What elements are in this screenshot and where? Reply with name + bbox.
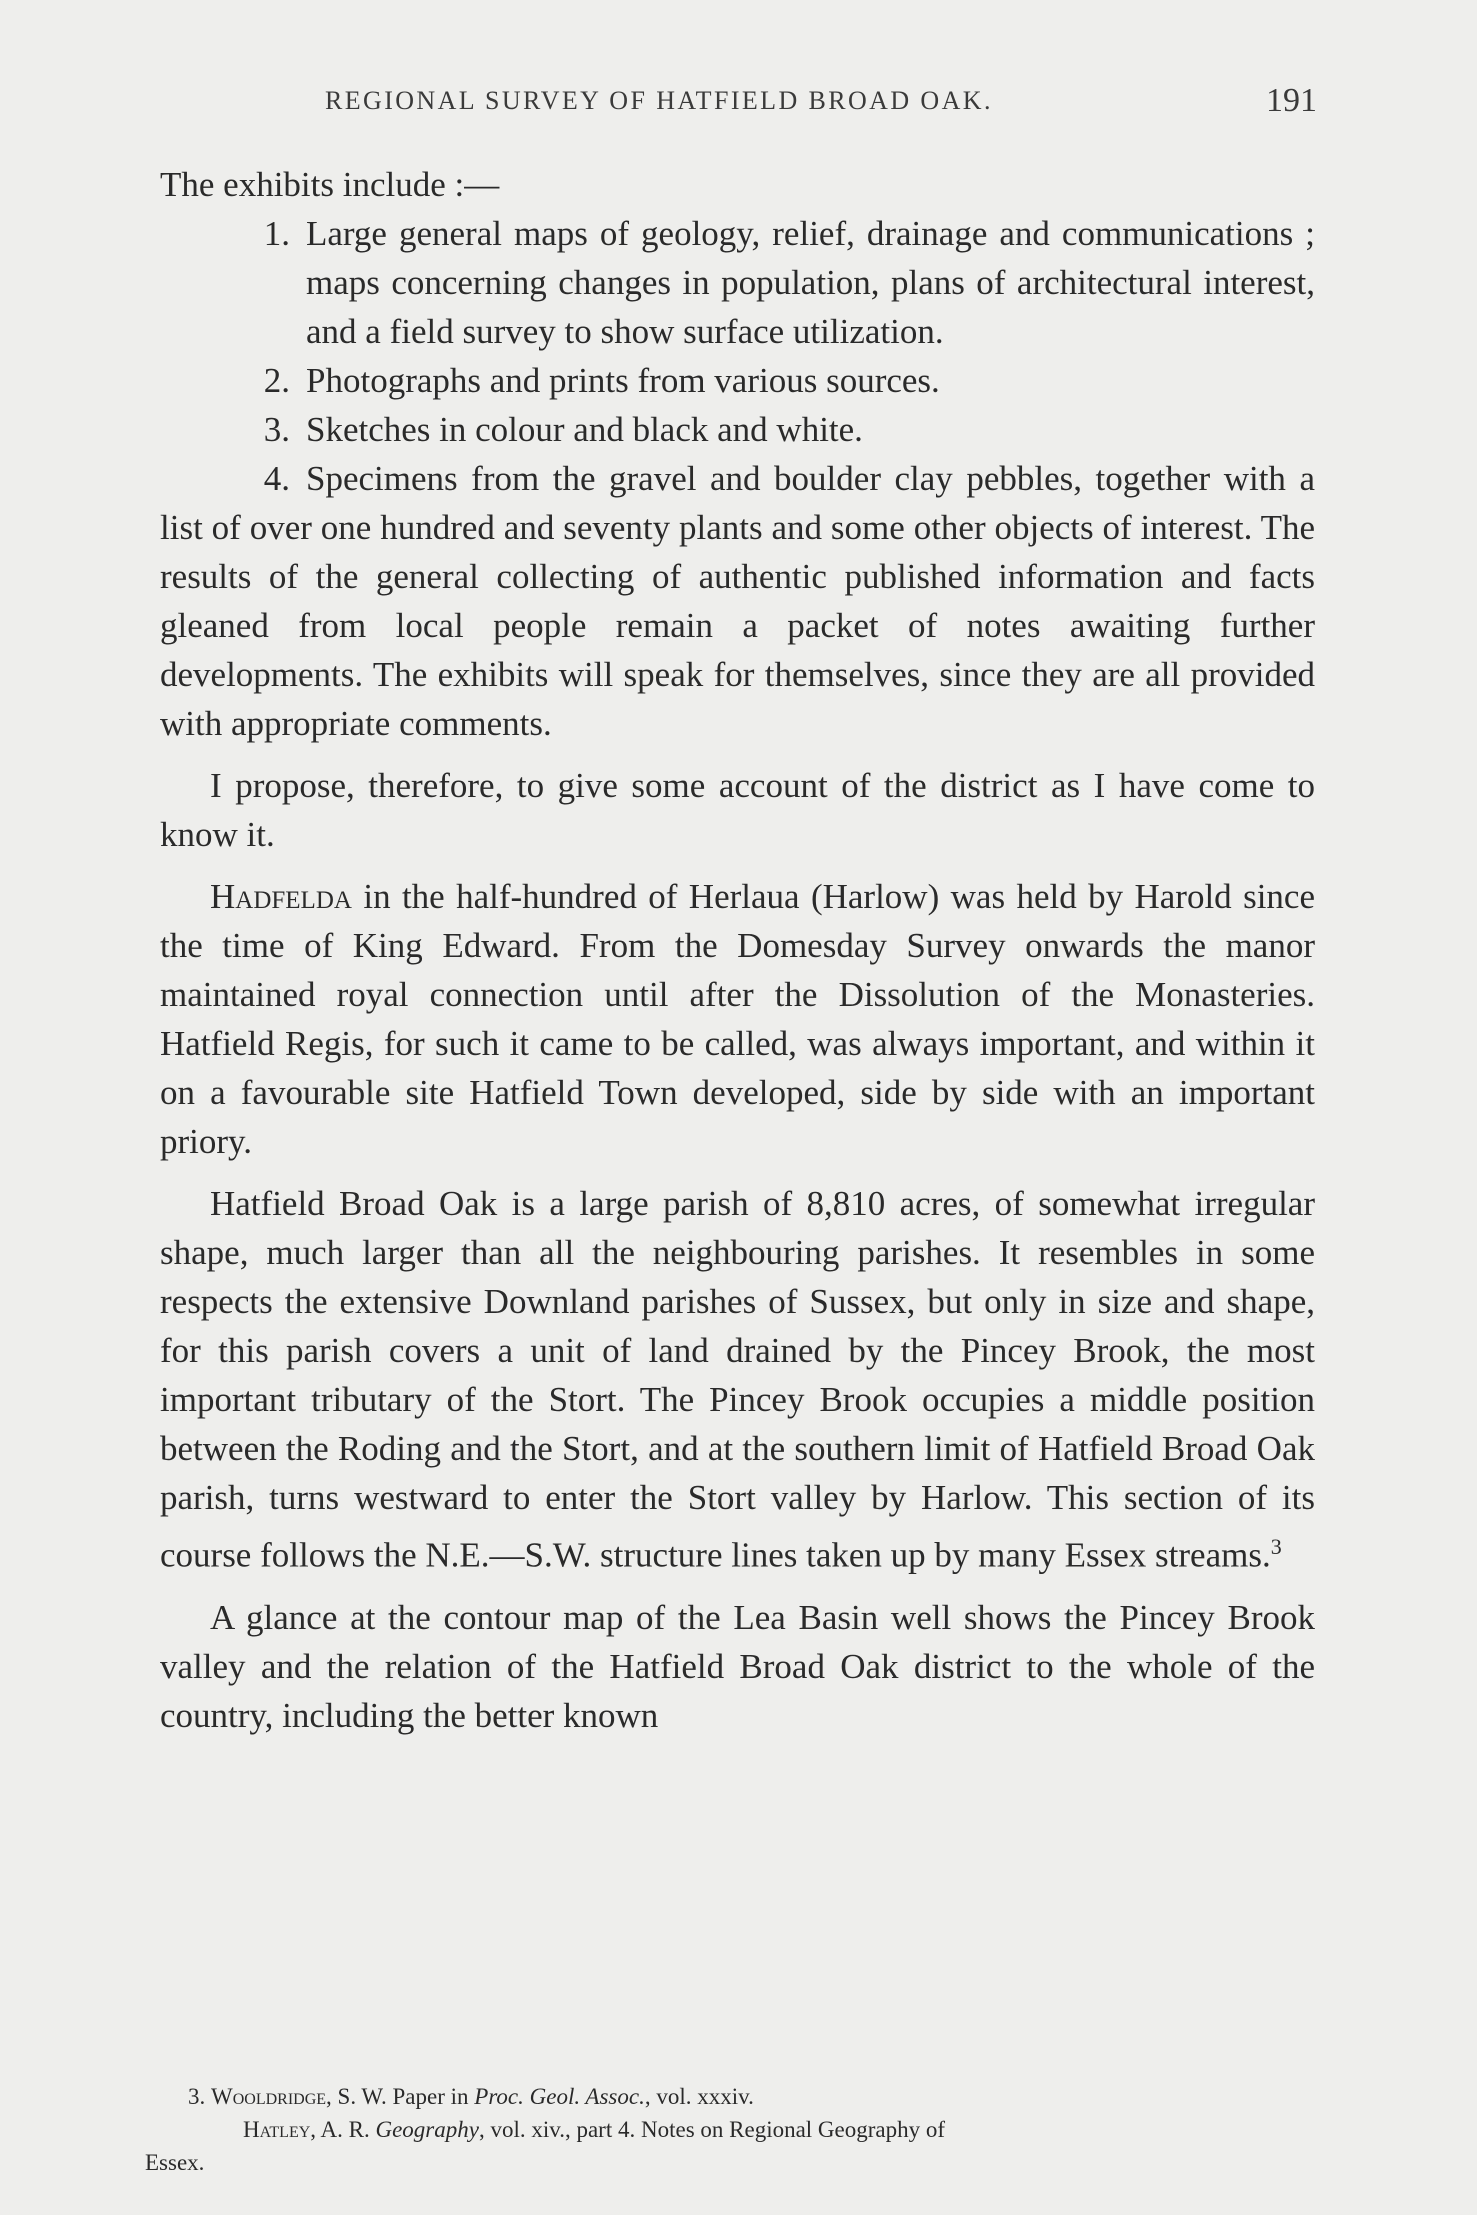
list-item-number: 1. — [263, 214, 290, 253]
list-item-number: 3. — [263, 410, 290, 449]
paragraph-lead: Hadfelda — [210, 877, 352, 916]
paragraph-text: in the half-hundred of Herlaua (Harlow) was held by Harold since the time of King Edward. From the Domesday Survey onwards the manor maintained royal connection until after the Dissolution of the Monasteries. Hatfield Regis, for such it came to be called, was always important, and within it on a favourable site Hatfield Town developed, side by side with an important priory. — [160, 877, 1315, 1161]
footnote-continuation: Essex. — [145, 2150, 205, 2175]
footnote-ref[interactable]: 3 — [1270, 1534, 1282, 1559]
body-text — [160, 160, 1315, 1740]
list-item-number: 4. — [263, 459, 290, 498]
list-item-text: Large general maps of geology, relief, drainage and communications ; maps concerning changes in population, plans of architectural interest, and a field survey to show surface utilization. — [306, 214, 1315, 351]
exhibits-intro: The exhibits include :— — [160, 165, 500, 204]
list-item-text: Specimens from the gravel and boulder clay pebbles, together with a list of over one hundred and seventy plants and some other objects of interest. The results of the general collecting of authentic published information and facts gleaned from local people remain a packet of notes awaiting further developments. The exhibits will speak for themselves, since they are all provided with appropriate comments. — [160, 459, 1315, 743]
page-header — [160, 82, 1317, 126]
paragraph-text: Hatfield Broad Oak is a large parish of 8,810 acres, of somewhat irregular shape, much larger than all the neighbouring parishes. It resembles in some respects the extensive Downland parishes of Sussex, but only in size and shape, for this parish covers a unit of land drained by the Pincey Brook, the most important tributary of the Stort. The Pincey Brook occupies a middle position between the Roding and the Stort, and at the southern limit of Hatfield Broad Oak parish, turns westward to enter the Stort valley by Harlow. This section of its course follows the N.E.—S.W. structure lines taken up by many Essex streams. — [160, 1184, 1315, 1575]
list-item — [160, 209, 1315, 356]
list-item-number: 2. — [263, 361, 290, 400]
footnote-title: Geography — [375, 2117, 479, 2142]
page-number: 191 — [1266, 82, 1317, 119]
footnote-number: 3. — [188, 2084, 206, 2109]
footnote-journal: Proc. Geol. Assoc. — [474, 2084, 645, 2109]
list-item — [160, 356, 1315, 405]
footnote-text: , vol. xiv., part 4. Notes on Regional Geography of — [478, 2117, 946, 2142]
footnote — [145, 2113, 1315, 2146]
list-item — [160, 454, 1315, 748]
footnote-text: , vol. xxxiv. — [644, 2084, 754, 2109]
footnote-author: Hatley, A. R. — [243, 2117, 370, 2142]
paragraph: I propose, therefore, to give some account of the district as I have come to know it. — [160, 766, 1315, 854]
list-item-text: Sketches in colour and black and white. — [306, 410, 863, 449]
footnotes — [145, 2080, 1315, 2179]
paragraph — [160, 1179, 1315, 1580]
footnote-text: Paper in — [386, 2084, 475, 2109]
paragraph — [160, 872, 1315, 1166]
footnote — [145, 2080, 1315, 2113]
running-title: REGIONAL SURVEY OF HATFIELD BROAD OAK. — [325, 86, 993, 115]
list-item-text: Photographs and prints from various sources. — [306, 361, 940, 400]
paragraph: A glance at the contour map of the Lea Basin well shows the Pincey Brook valley and the relation of the Hatfield Broad Oak district to the whole of the country, including the better known — [160, 1597, 1315, 1735]
list-item — [160, 405, 1315, 454]
footnote-author: Wooldridge, S. W. — [211, 2084, 387, 2109]
